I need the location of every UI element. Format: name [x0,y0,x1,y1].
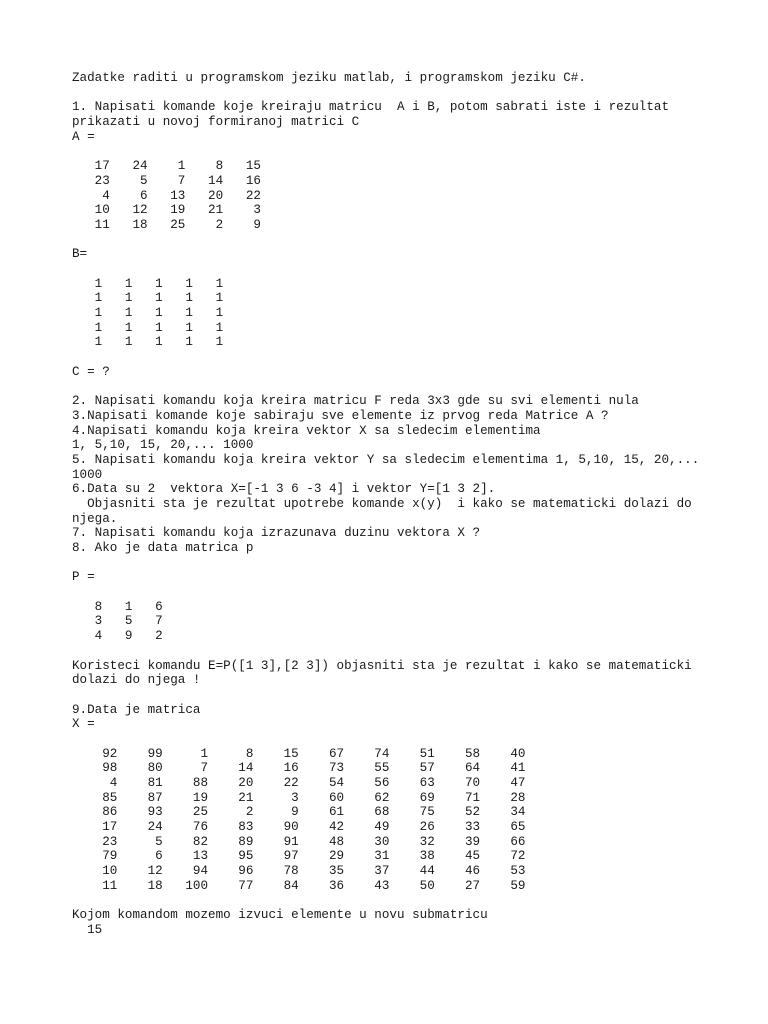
text-line: 4 81 88 20 22 54 56 63 70 47 [72,776,526,790]
text-line: dolazi do njega ! [72,673,201,688]
text-line: 10 12 19 21 3 [72,203,261,218]
text-line: 92 99 1 8 15 67 74 51 58 40 [72,746,526,761]
text-line: prikazati u novoj formiranoj matrici C [72,115,360,130]
text-line: 23 5 7 14 16 [72,173,261,188]
text-line: 10 12 94 96 78 35 37 44 46 53 [72,864,526,879]
text-line: P = [72,570,95,585]
text-line: 11 18 25 2 9 [72,217,261,232]
text-line: 1 1 1 1 1 [72,335,224,350]
text-line: 15 [72,922,103,937]
text-line: 4.Napisati komandu koja kreira vektor X sa sledecim elementima [72,423,541,438]
text-line: 86 93 25 2 9 61 68 75 52 34 [72,805,526,820]
text-line: 6.Data su 2 vektora X=[-1 3 6 -3 4] i vektor Y=[1 3 2]. [72,482,496,497]
text-line [72,379,732,394]
text-line: 4 9 2 [72,629,163,644]
document-body [72,71,732,938]
text-line: njega. [72,511,118,526]
text-line: 79 6 13 95 97 29 31 38 45 72 [72,849,526,864]
text-line: 1 1 1 1 1 [72,306,224,320]
text-line: C = ? [72,364,110,379]
text-line: 9.Data je matrica [72,702,201,717]
text-line: 2. Napisati komandu koja kreira matricu F reda 3x3 gde su svi elementi nula [72,394,639,409]
text-line: 17 24 1 8 15 [72,159,261,174]
text-line: X = [72,717,95,732]
text-line: 98 80 7 14 16 73 55 57 64 41 [72,761,526,776]
text-line: B= [72,247,88,262]
text-line: Zadatke raditi u programskom jeziku matlab, i programskom jeziku C#. [72,71,586,85]
text-line: 3.Napisati komande koje sabiraju sve elemente iz prvog reda Matrice A ? [72,408,609,423]
text-line: 23 5 82 89 91 48 30 32 39 66 [72,834,526,849]
text-line [72,732,732,747]
text-line [72,585,732,600]
text-line: 1, 5,10, 15, 20,... 1000 [72,438,254,453]
text-line: 8. Ako je data matrica p [72,541,254,555]
text-line: 85 87 19 21 3 60 62 69 71 28 [72,790,526,805]
text-line [72,644,732,659]
text-line [72,144,732,159]
text-line: Objasniti sta je rezultat upotrebe komande x(y) i kako se matematicki dolazi do [72,496,692,511]
text-line: 1. Napisati komande koje kreiraju matricu A i B, potom sabrati iste i rezultat [72,100,670,115]
text-line: 4 6 13 20 22 [72,188,261,203]
text-line [72,894,732,909]
text-line [72,556,732,571]
text-line: 5. Napisati komandu koja kreira vektor Y sa sledecim elementima 1, 5,10, 15, 20,... [72,452,700,467]
text-line: A = [72,129,95,144]
text-line: 8 1 6 [72,599,163,614]
text-line: 1 1 1 1 1 [72,276,224,291]
text-line [72,262,732,277]
text-line [72,86,732,101]
text-line [72,233,732,248]
text-line: 1000 [72,467,103,482]
text-line: 11 18 100 77 84 36 43 50 27 59 [72,878,526,893]
text-line: Kojom komandom mozemo izvuci elemente u novu submatricu [72,908,488,923]
text-line: 7. Napisati komandu koja izrazunava duzinu vektora X ? [72,526,481,541]
text-line [72,350,732,365]
text-line: 1 1 1 1 1 [72,320,224,335]
text-line: 3 5 7 [72,614,163,629]
text-line: Koristeci komandu E=P([1 3],[2 3]) objasniti sta je rezultat i kako se matematicki [72,658,692,673]
text-line [72,688,732,703]
text-line: 17 24 76 83 90 42 49 26 33 65 [72,820,526,835]
text-line: 1 1 1 1 1 [72,291,224,306]
